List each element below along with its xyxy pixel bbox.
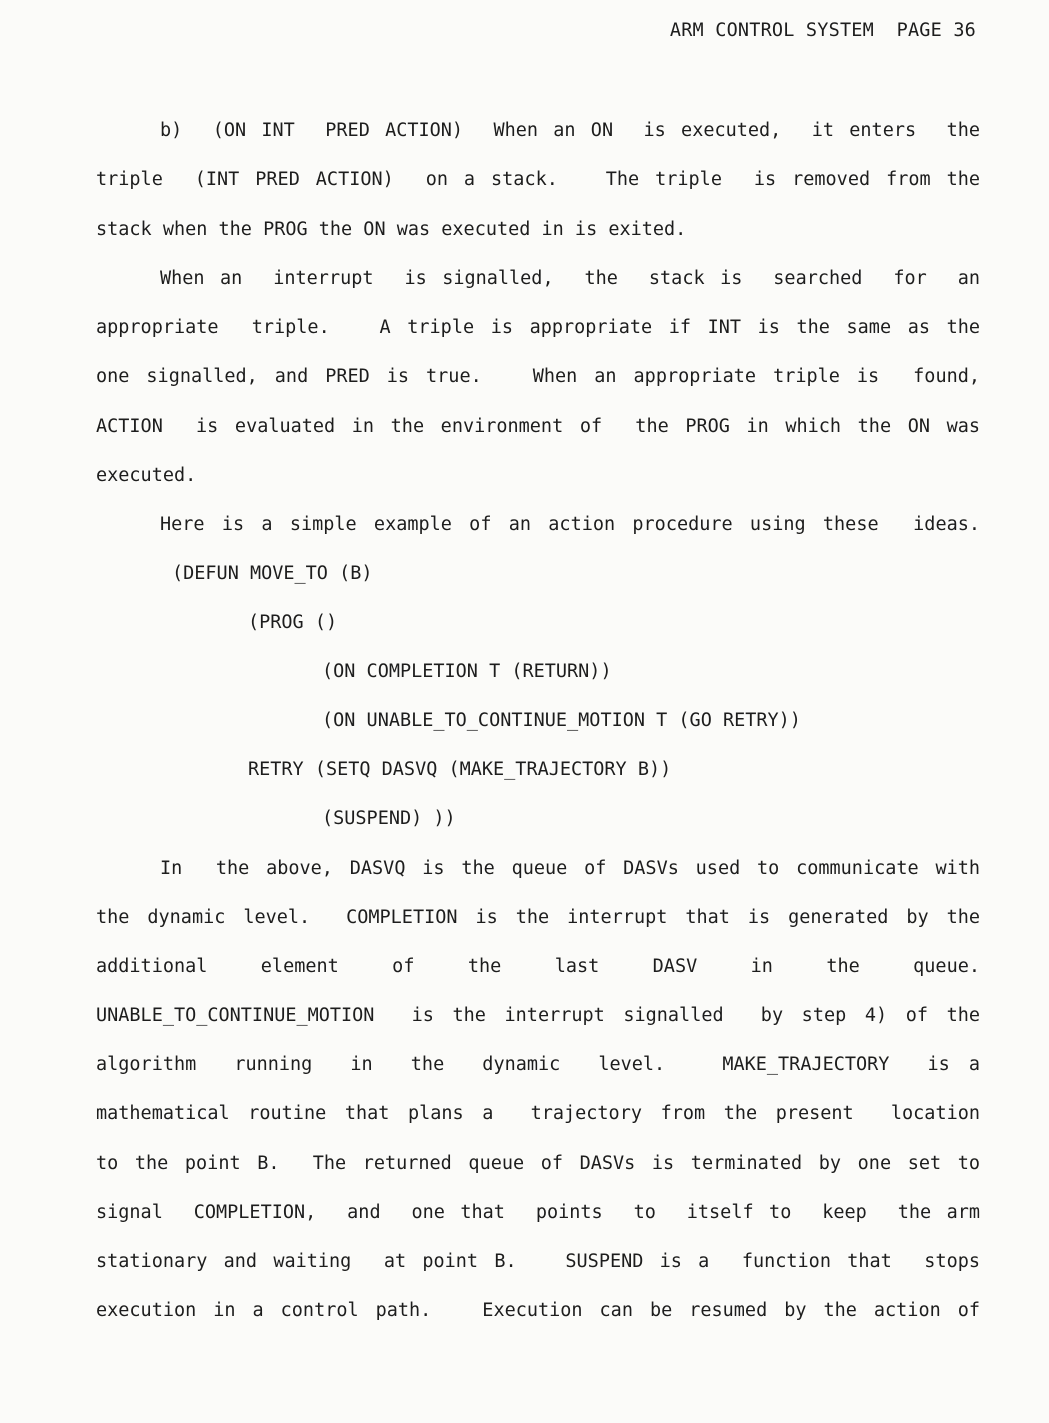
text-line: one signalled, and PRED is true. When an appropriate triple is found, [96, 366, 980, 387]
text-line: algorithm running in the dynamic level. MAKE_TRAJECTORY is a [96, 1054, 980, 1075]
page-header: ARM CONTROL SYSTEM PAGE 36 [669, 20, 976, 41]
text-line: to the point B. The returned queue of DASVs is terminated by one set to [96, 1153, 980, 1174]
text-line: In the above, DASVQ is the queue of DASVs used to communicate with [160, 858, 980, 879]
text-line: appropriate triple. A triple is appropriate if INT is the same as the [96, 317, 980, 338]
text-line: execution in a control path. Execution can be resumed by the action of [96, 1300, 980, 1321]
code-line: (DEFUN MOVE_TO (B) [172, 563, 373, 584]
text-line: executed. [96, 465, 197, 486]
code-line: (ON UNABLE_TO_CONTINUE_MOTION T (GO RETRY)) [322, 710, 801, 731]
text-line: mathematical routine that plans a trajectory from the present location [96, 1103, 980, 1124]
text-line: signal COMPLETION, and one that points to itself to keep the arm [96, 1202, 980, 1223]
text-line: UNABLE_TO_CONTINUE_MOTION is the interrupt signalled by step 4) of the [96, 1005, 980, 1026]
text-line: Here is a simple example of an action procedure using these ideas. [160, 514, 980, 535]
text-line: b) (ON INT PRED ACTION) When an ON is executed, it enters the [160, 120, 980, 141]
text-line: triple (INT PRED ACTION) on a stack. The triple is removed from the [96, 169, 980, 190]
text-line: additional element of the last DASV in the queue. [96, 956, 980, 977]
code-line: (PROG () [248, 612, 338, 633]
text-line: When an interrupt is signalled, the stack is searched for an [160, 268, 980, 289]
code-line: RETRY (SETQ DASVQ (MAKE_TRAJECTORY B)) [248, 759, 672, 780]
text-line: stationary and waiting at point B. SUSPEND is a function that stops [96, 1251, 980, 1272]
code-line: (SUSPEND) )) [322, 808, 456, 829]
code-line: (ON COMPLETION T (RETURN)) [322, 661, 612, 682]
text-line: ACTION is evaluated in the environment of the PROG in which the ON was [96, 416, 980, 437]
text-line: the dynamic level. COMPLETION is the interrupt that is generated by the [96, 907, 980, 928]
text-line: stack when the PROG the ON was executed in is exited. [96, 219, 687, 240]
